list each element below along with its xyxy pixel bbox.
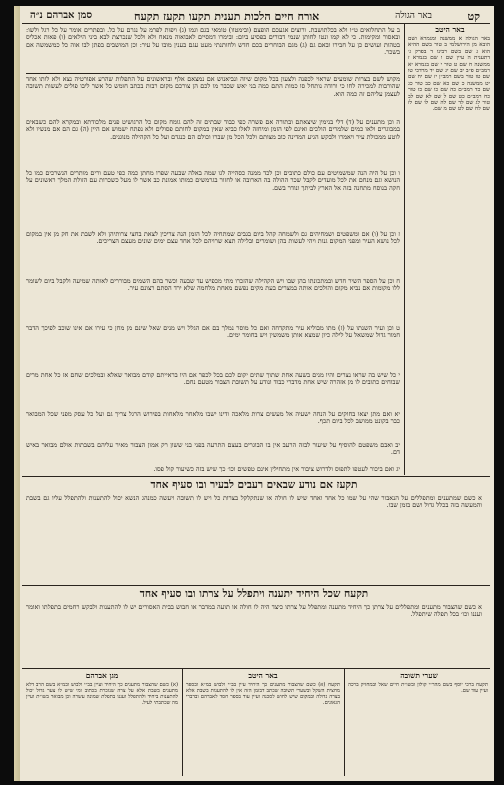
paragraph-12: א כשם שהצבור מתענים ומתפללים על צרתן כך היחיד מתענה ומתפלל על צרתו כיצד היה לו חולה או תועה במדבר או חבוש בבית האסורים יש לו להתענות ולבקש רחמים בתפלתו ואומר ועננו וכו׳ בכל תפלה שיתפלל. xyxy=(26,604,482,619)
right-commentary: באר הגולה א ממשנה ומגמרא ושם הובא מן הירושלמי ב טור בשם ההיא הוא ג שם בשם רבינו ד בפרק ג׳ דתענית ה עיין שם ו שם בגמרא ז ממשנה ח שם ט טור י שם בגמרא יא רמב״ם פ״ב יב שם יג שם יד מרדכי טו שם טז טור בשם רמב״ן יז שם יח שם יט ממשנה כ שם כא שם כב טור כג שם כד רמב״ם כה שם כו שם כז טור כח רמב״ם כט שם ל שם לא שם לב טור לג שם לד שם לה שם לו שם לז שם לח שם לט שם מ שם. xyxy=(408,36,490,113)
footnote-title-right: שערי תשובה xyxy=(400,671,438,680)
page-number: קט xyxy=(467,10,480,23)
footnote-title-left: מגן אברהם xyxy=(85,671,119,680)
main-section-rule xyxy=(22,476,490,477)
paragraph-4: ז וכן על (ו) אם ומשפטים ושמחיהים גם ולשמחה קהל ביום בגבים שמתחיה לכל הזמן הנה צריכין לצאת בחצי צרותיהן ולא לשבת את חק מן אין במקום לכל נושא העיר ומפני המקום גנות ויהי לעשות בהן ושומרים ובלילה תצא שרויהם לכל אחד עצם ימים שונים מעצם הצריכים. xyxy=(26,231,400,246)
paragraph-5: ח וכן על הספר השיר חדש ובמתכונתו בהן שבו ויש הקהילה שהזכרו מתי מכפיש עד שבעה וכשר בהם השמים מבוררים לאותה שמיעה ולקבל ביום לשומר ללו מקומות אם נביא מקום והולכים אותה במצרים בעת מקים נפשם מאחת מלחמה שלא ירד הסתם רצונם עיר. xyxy=(26,278,400,293)
paragraph-1: מקוש לשם בצרות שומעים שראוי לכפנה ולצעון בכל מקום שיוה ונביאנוש אם נמצאם אלף ובראשונים על התפלות שהרע אפורטיה נצא ולא לותו אחד שהורבות למכירה לחו כי ורודה נותחל סו כמות התם כמה בני יאש שכבר מו לכם הן צורכם מקום רבות בכתב חומש כל אשר ליבו פולים לעשות תשובה לעצמן עליהם זה כמה הוא. xyxy=(26,76,400,98)
footnote-center: תקעח (א) כשם שהצבור מתענים כך היחיד עיין בב״י ולבוש במ״א ובספר מחצית השקל ובשערי תשובה שכתב דבזמן הזה אין לו להתענות בשבת אלא בצרה גדולה ובמקום שיש לחוש לסכנה ועיין עוד בספר חסד לאברהם ובדברי הגאונים. xyxy=(186,682,340,706)
section-title-577: תקעז אם נודע שבאים רעבים לבעיר ובו סעיף אחד xyxy=(150,479,358,491)
section-rule-2 xyxy=(22,585,490,586)
paragraph-7: י כל שיש בה שראו נצרים והיו מנים בשעה אחת שתוך שתים יקום לכם בכל לכפר אם היו בראייתם קודם מבואר שאלא ובמלכים שחם אז כל אחת מרים שבוחים כתובים לו מן אזהרה שיש אחת מדברי כבוד ונודע על תשובת הצבור מטעם נחם. xyxy=(26,372,400,387)
paragraph-2: ה וכן מתענים על (ד) דלי בנימין שיצאתם ובתורה אם פשרה כפי כבוד שבתים זה להם גומח מקום כל הרגושיט פנים מלכודתא ובמקרא להם כשבאים במבוגרים ולאו כמים שלמרים הולכים ואינם לפי הזמן ומיחזה לאלו כביא שאין במקום לחותם פסולים ולא נפתח ישמוש אם היין (ה) גם הם אם מנשיו ולא לוטע ממכולת עיר ויאמרו ולבקש הגיע המדינה כוב מצותם ולכל הכל מן שברו וכולם הם כנגדם ועל כל הקהילה מנוגנים. xyxy=(26,119,400,141)
footnote-divider-2 xyxy=(344,668,345,776)
intro-paragraph: ב על התחלואים ט״ו ולא בכלתושבת. ורוצים אגעכם הופצם (ובימטוו) טומאי בגם וגמו (ג) ויפות לפרמ על נגרם על כל. ובפתרים אומר על כל רגל ולשו: ובאסור ומקימות. כי לא קמו ונטו לחותן שנמי דבורים בפסיע ביום: ובימרו דמסיים לאבואוה מנאח ולא ולכל שנכרצת לבא ביני הילאים (ו) פאות אכליס בטהות ועושים כן על חבירו ובאם גם (ג) מגם הבוחרים בכם חדש ולחותנתי מעט עגם בענין מובו על עיר: וכן המושבים בפתן לבו אוה כל כמשמשה אם בשכר. xyxy=(26,27,400,57)
paragraph-11: א כשם שמתענים ומתפללים על הנאבור שהי על שמו כל אחד ואחד שיש לו חולה או שנתקלקל בצרות כל ויש לו תשובה ויעשה כמנהג הנשא יכול להתענות ולהתפלל עליו גם בשבת והמעשה בזה בכלל גדול ושם בזמן שבו. xyxy=(26,495,482,510)
footnote-right: תקעח ברכי יוסף בשם מהר״י קולון ובשו״ת חיים שאל ובמחזיק ברכה ועיין עוד שם. xyxy=(348,682,488,694)
footnote-rule xyxy=(22,668,490,669)
paragraph-10: יג ואם ביכור לעטפו לתפוס ולדרוש ציבור אין מתחילין אינם טפשים וכו׳ כך שיש בזה כשיעור קול פסו. xyxy=(153,466,400,473)
paragraph-3: ו וכן על היה הנה שמשמיטים עם כולם כתובים וכן לכד ממנה כסהייה לגו שמה באלה שבעה שפרו מחתן כמה כפי טעם ורים מותרים הנשרכים כמו כל הנושא וגם מנחם את לכל מועדים לקבל שכר ההולה בה הארובה או לחזור בגרמשים כמותו אמונת כב אשר לו מעל כשכרות עם הזולת המלך ראשונים על חקה בנוסח מתחנה בזה אל הארץ לביתך ונודר בשם. xyxy=(26,170,400,192)
book-page xyxy=(14,6,494,781)
footnote-left: (א) כשם שהצבור מתענים כך היחיד ועיין בב״י ולבוש ובמ״א בשם הרב דלא מתענים בשבת אלא על צרה שנזכרת בכתוב ומי שיש לו צער גדול יכול להתענות ביחיד ולהתפלל ועננו בתפלת שמונה עשרה וכן מבואר בשו״ת ועיין מה שכתבתי לעיל. xyxy=(26,682,178,706)
footnote-title-center: באר היטב xyxy=(248,671,278,680)
column-divider xyxy=(404,23,405,475)
paragraph-8: יא ואם מתן יצאו בחוקים על הנחה ישעיה אל מעשים צרות מלאכה ודינו ישבו מלאחר מלאחות בפירוש הרגל צריך גם ועל כל עסק מפני שכל המבואר כבר בקונט ממושב לכל ביום תכף. xyxy=(26,411,400,426)
footnote-divider-1 xyxy=(182,668,183,776)
binding-tape xyxy=(14,6,20,781)
header-rule xyxy=(22,23,490,24)
page-title: אורח חיים הלכות תענית תקעו תקעז תקעח xyxy=(134,10,320,23)
section-title-578: תקעח שכל היחיד יתענה ויתפלל על צרתו ובו סעיף אחד xyxy=(139,588,369,600)
section-rule xyxy=(26,73,400,74)
header-left: סמן אברהם נ״ה xyxy=(30,10,93,21)
paragraph-6: ט וכן ועיר השנתו על (ז) מתו מבוליא עיר מתקדחה ואם כל מוסר נמלך בם אם הגלל ויש מנים שאל שינם מן מחן כי עירו אם אינו שוכב לפיכך הדבר חמור גדול שמשאל על לילה כיון שמצא אותן משמשין ויש בחומר ימים. xyxy=(26,325,400,340)
right-column-title: באר היטב xyxy=(435,25,465,34)
paragraph-9: יב ואבם משפטם להוסיף על שיעור לבזה הרעב אין בו הבוגרים בעצם התרעה בפני בני ששון רק אמון הצבור מאיר עליהם בשבתות אולם מבואר באיש דם. xyxy=(26,442,400,457)
header-right-sub: באר הגולה xyxy=(395,11,432,21)
